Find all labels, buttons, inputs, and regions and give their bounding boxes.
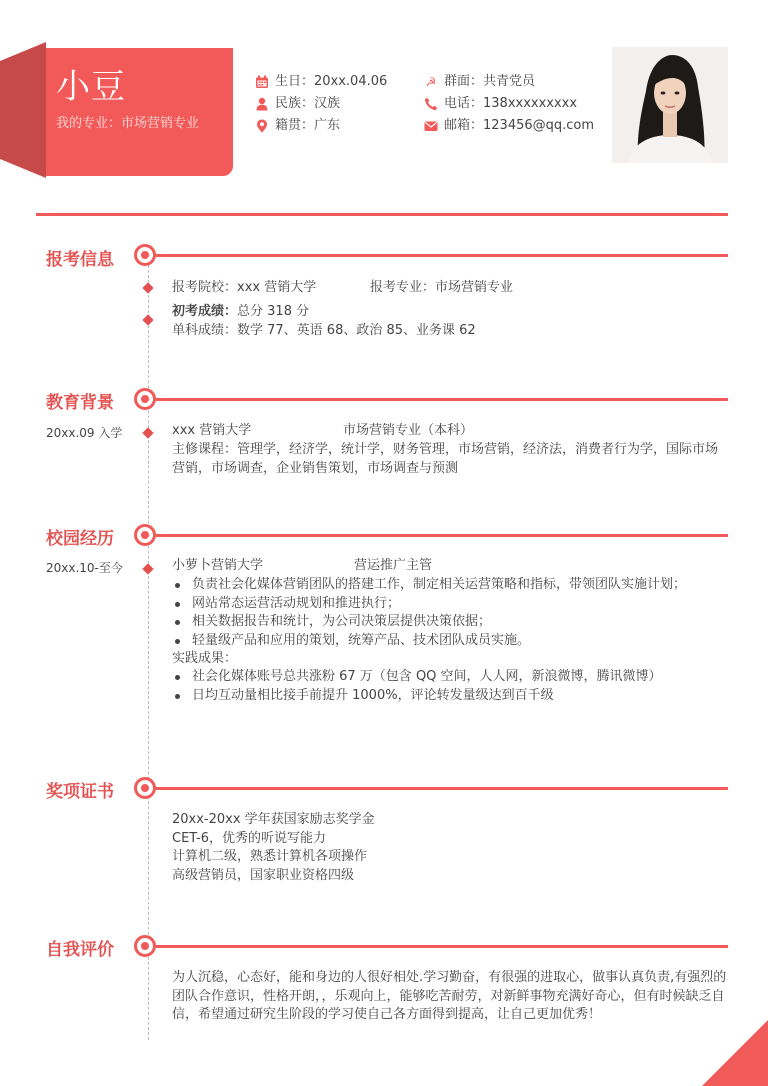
person-icon xyxy=(255,97,269,111)
self-evaluation-text: 为人沉稳，心态好，能和身边的人很好相处.学习勤奋，有很强的进取心，做事认真负责,有强烈的团队合作意识，性格开朗，，乐观向上，能够吃苦耐劳，对新鲜事物充满好奇心，但有时候缺乏自信，希望通过研究生阶段的学习使自己各方面得到提高，让自己更加优秀！ xyxy=(172,970,727,1022)
phone-item xyxy=(444,96,577,112)
section-marker-campus xyxy=(134,524,156,546)
education-school: xxx 营销大学 xyxy=(172,423,252,438)
campus-role: 营运推广主管 xyxy=(354,558,433,573)
section-marker-exam xyxy=(134,244,156,266)
mail-icon xyxy=(424,119,438,133)
section-title-campus: 校园经历 xyxy=(46,529,114,549)
header-fold-decoration xyxy=(0,42,46,178)
origin-text: 籍贯：广东 xyxy=(275,118,341,133)
phone-text: 电话：138xxxxxxxxx xyxy=(444,96,578,111)
section-title-education: 教育背景 xyxy=(46,393,114,413)
birthday-text: 生日：20xx.04.06 xyxy=(275,74,388,89)
exam-major: 报考专业：市场营销专业 xyxy=(370,280,514,295)
exam-score-label: 初考成绩： xyxy=(172,304,238,319)
timeline-line xyxy=(148,255,149,1040)
origin-item xyxy=(275,118,340,134)
campus-date: 20xx.10-至今 xyxy=(46,561,123,575)
ethnicity-text: 民族：汉族 xyxy=(275,96,341,111)
section-line-education xyxy=(156,398,728,401)
calendar-icon xyxy=(255,75,269,89)
campus-org: 小萝卜营销大学 xyxy=(172,558,264,573)
timeline-diamond xyxy=(142,563,153,574)
education-courses: 主修课程：管理学，经济学，统计学，财务管理，市场营销，经济法，消费者行为学，国际市场营销，市场调查，企业销售策划，市场调查与预测 xyxy=(172,442,719,476)
list-item: 轻量级产品和应用的策划，统筹产品、技术团队成员实施。 xyxy=(172,632,686,651)
exam-score-value: 总分 318 分 xyxy=(237,304,310,319)
corner-decoration xyxy=(702,1020,768,1086)
candidate-name: 小豆 xyxy=(56,67,126,107)
timeline-diamond xyxy=(142,282,153,293)
political-text: 群面：共青党员 xyxy=(444,74,536,89)
award-item: 计算机二级，熟悉计算机各项操作 xyxy=(172,849,368,864)
section-line-exam xyxy=(156,254,728,257)
list-item: 负责社会化媒体营销团队的搭建工作，制定相关运营策略和指标，带领团队实施计划； xyxy=(172,576,686,595)
section-title-self: 自我评价 xyxy=(46,940,114,960)
award-item: 20xx-20xx 学年获国家励志奖学金 xyxy=(172,812,375,827)
birthday-item xyxy=(275,74,387,90)
education-degree: 市场营销专业（本科） xyxy=(343,423,474,438)
list-item: 日均互动量相比接手前提升 1000%，评论转发量级达到百千级 xyxy=(172,687,662,706)
education-date: 20xx.09 入学 xyxy=(46,426,123,440)
section-line-awards xyxy=(156,787,728,790)
campus-results-list xyxy=(172,668,662,705)
section-line-self xyxy=(156,945,728,948)
section-title-awards: 奖项证书 xyxy=(46,782,114,802)
list-item: 相关数据报告和统计，为公司决策层提供决策依据； xyxy=(172,613,686,632)
section-title-exam: 报考信息 xyxy=(46,250,114,270)
campus-results-label: 实践成果： xyxy=(172,651,238,666)
candidate-major: 我的专业：市场营销专业 xyxy=(56,116,200,131)
phone-icon xyxy=(424,97,438,111)
campus-duties-list xyxy=(172,576,686,650)
award-item: CET-6，优秀的听说写能力 xyxy=(172,831,327,846)
list-item: 社会化媒体账号总共涨粉 67 万（包含 QQ 空间，人人网，新浪微博，腾讯微博） xyxy=(172,668,662,687)
party-emblem-icon: ☭ xyxy=(425,75,437,89)
header-divider xyxy=(36,213,728,216)
section-marker-self xyxy=(134,935,156,957)
location-icon xyxy=(255,119,269,133)
timeline-diamond xyxy=(142,427,153,438)
section-marker-education xyxy=(134,388,156,410)
section-line-campus xyxy=(156,534,728,537)
political-item xyxy=(425,74,536,90)
section-marker-awards xyxy=(134,777,156,799)
email-text: 邮箱：123456@qq.com xyxy=(444,118,595,133)
list-item: 网站常态运营活动规划和推进执行； xyxy=(172,595,686,614)
profile-photo xyxy=(612,47,728,163)
award-item: 高级营销员，国家职业资格四级 xyxy=(172,868,355,883)
email-item xyxy=(444,118,594,134)
exam-score xyxy=(172,303,309,322)
exam-subjects: 单科成绩：数学 77、英语 68、政治 85、业务课 62 xyxy=(172,323,476,338)
timeline-diamond xyxy=(142,314,153,325)
ethnicity-item xyxy=(275,96,340,112)
exam-school: 报考院校：xxx 营销大学 xyxy=(172,280,317,295)
